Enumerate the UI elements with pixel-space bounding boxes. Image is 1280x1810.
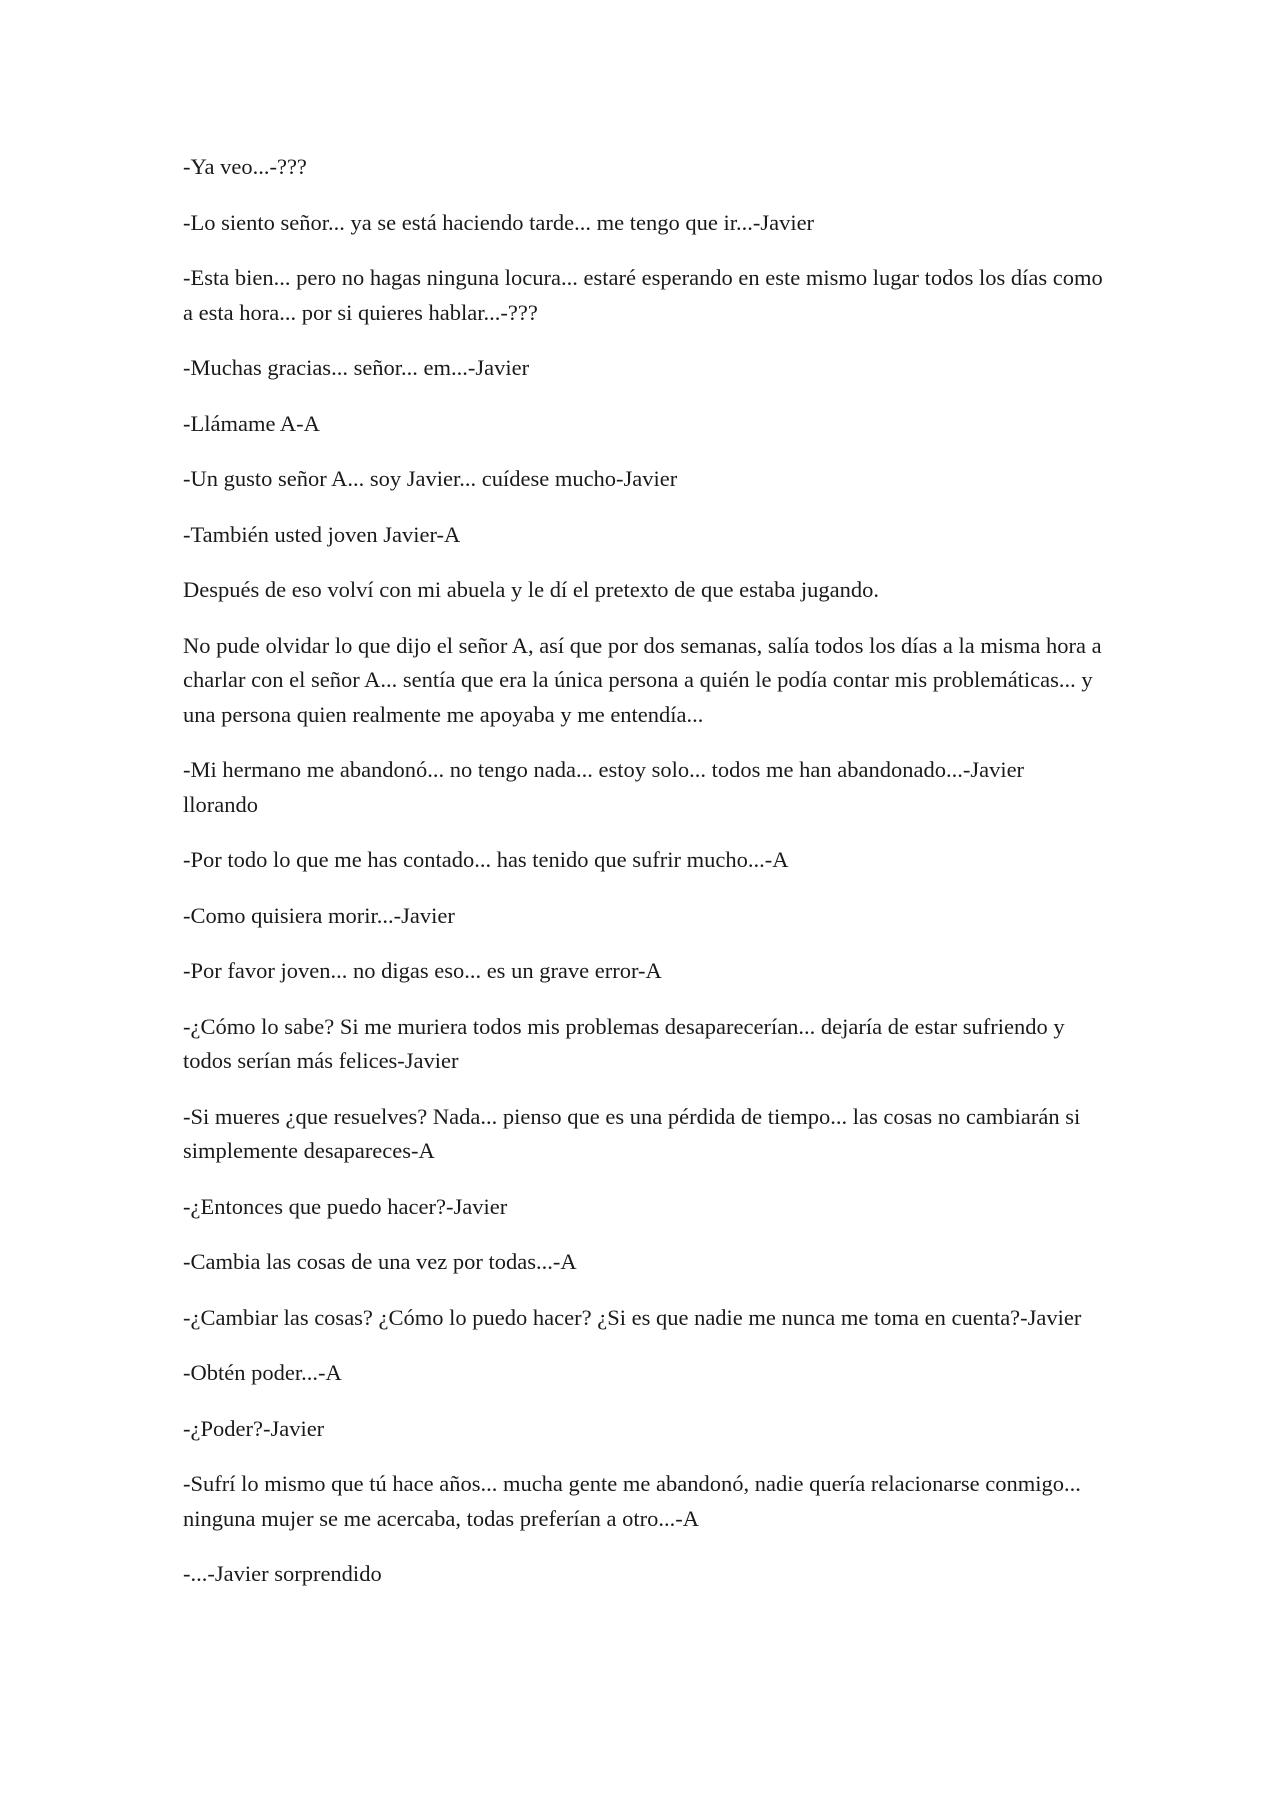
paragraph: -Sufrí lo mismo que tú hace años... mucha gente me abandonó, nadie quería relacionarse conmigo... ninguna mujer se me acercaba, todas preferían a otro...-A	[183, 1471, 1081, 1531]
paragraph: -Obtén poder...-A	[183, 1360, 342, 1385]
paragraph: -...-Javier sorprendido	[183, 1561, 382, 1586]
paragraph: -Esta bien... pero no hagas ninguna locura... estaré esperando en este mismo lugar todos los días como a esta hora... por si quieres hablar...-???	[183, 265, 1103, 325]
paragraph: -Llámame A-A	[183, 410, 320, 436]
paragraph: -Por todo lo que me has contado... has tenido que sufrir mucho...-A	[183, 847, 789, 872]
paragraph: -Ya veo...-???	[183, 154, 307, 179]
paragraph: -¿Cómo lo sabe? Si me muriera todos mis problemas desaparecerían... dejaría de estar sufriendo y todos serían más felices-Javier	[183, 1013, 1065, 1073]
paragraph: -También usted joven Javier-A	[183, 521, 461, 547]
paragraph: -¿Poder?-Javier	[183, 1415, 325, 1441]
paragraph: No pude olvidar lo que dijo el señor A, así que por dos semanas, salía todos los días a la misma hora a charlar con el señor A... sentía que era la única persona a quién le podía contar mis problemáticas... y una persona quien realmente me apoyaba y me entendía...	[183, 632, 1102, 727]
paragraph: Después de eso volví con mi abuela y le dí el pretexto de que estaba jugando.	[183, 577, 880, 602]
paragraph: -¿Cambiar las cosas? ¿Cómo lo puedo hacer? ¿Si es que nadie me nunca me toma en cuenta?-Javier	[183, 1304, 1082, 1330]
paragraph: -Cambia las cosas de una vez por todas...-A	[183, 1249, 577, 1274]
paragraph: -Lo siento señor... ya se está haciendo tarde... me tengo que ir...-Javier	[183, 209, 815, 235]
paragraph: -¿Entonces que puedo hacer?-Javier	[183, 1193, 508, 1219]
paragraph: -Mi hermano me abandonó... no tengo nada... estoy solo... todos me han abandonado...-Javier llorando	[183, 757, 1025, 817]
paragraph: -Muchas gracias... señor... em...-Javier	[183, 355, 530, 380]
paragraph: -Como quisiera morir...-Javier	[183, 902, 455, 928]
paragraph: -Un gusto señor A... soy Javier... cuídese mucho-Javier	[183, 466, 678, 491]
paragraph: -Si mueres ¿que resuelves? Nada... pienso que es una pérdida de tiempo... las cosas no cambiarán si simplemente desapareces-A	[183, 1103, 1081, 1163]
paragraph: -Por favor joven... no digas eso... es un grave error-A	[183, 958, 662, 983]
page-body-text	[183, 150, 1103, 1613]
